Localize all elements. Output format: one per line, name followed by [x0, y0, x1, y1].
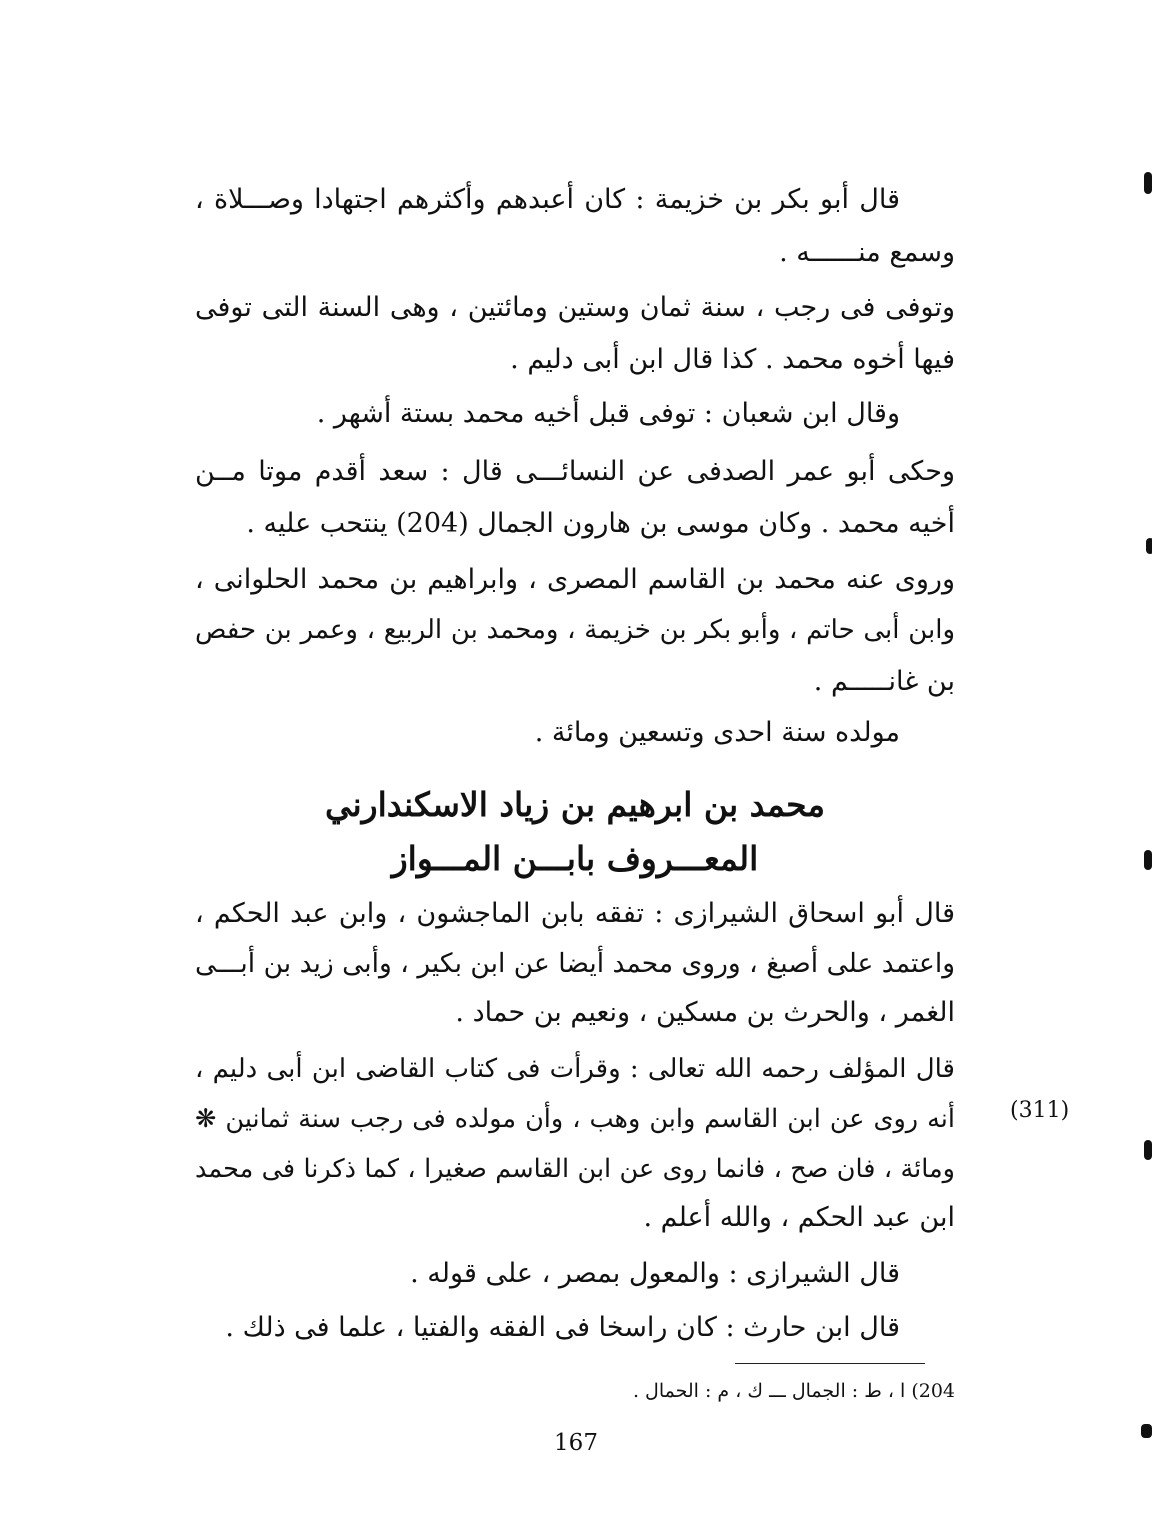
paragraph-6-line-1: مولده سنة احدى وتسعين ومائة .: [534, 717, 900, 748]
paragraph-8-line-2: أنه روى عن ابن القاسم وابن وهب ، وأن مولده فى رجب سنة ثمانين ❋: [195, 1104, 955, 1134]
paragraph-4-line-2: أخيه محمد . وكان موسى بن هارون الجمال (204) ينتحب عليه .: [246, 508, 955, 539]
biography-heading-line-2: المعـــروف بابـــن المـــواز: [391, 839, 759, 878]
paragraph-7-line-1: قال أبو اسحاق الشيرازى : تفقه بابن الماجشون ، وابن عبد الحكم ،: [195, 898, 955, 929]
footnote-rule: [735, 1363, 925, 1364]
footnote-204: 204) ا ، ط : الجمال ـــ ك ، م : الحمال .: [632, 1380, 955, 1402]
paragraph-5-line-3: بن غانـــــم .: [813, 666, 955, 697]
paragraph-8-line-1: قال المؤلف رحمه الله تعالى : وقرأت فى كتاب القاضى ابن أبى دليم ،: [195, 1054, 955, 1084]
paragraph-7-line-3: الغمر ، والحرث بن مسكين ، ونعيم بن حماد .: [455, 997, 955, 1028]
paragraph-1-line-2: وسمع منــــــه .: [779, 237, 955, 268]
scan-mark-dot: [1144, 172, 1152, 194]
margin-entry-number: (311): [1010, 1098, 1070, 1123]
paragraph-5-line-2: وابن أبى حاتم ، وأبو بكر بن خزيمة ، ومحمد بن الربيع ، وعمر بن حفص: [195, 615, 955, 645]
paragraph-2-line-1: وتوفى فى رجب ، سنة ثمان وستين ومائتين ، وهى السنة التى توفى: [195, 292, 955, 323]
paragraph-10-line-1: قال ابن حارث : كان راسخا فى الفقه والفتيا ، علما فى ذلك .: [225, 1312, 900, 1343]
biography-heading-line-1: محمد بن ابرهيم بن زياد الاسكندارني: [324, 785, 826, 824]
paragraph-5-line-1: وروى عنه محمد بن القاسم المصرى ، وابراهيم بن محمد الحلوانى ،: [195, 564, 955, 595]
scan-mark-dot: [1144, 850, 1152, 870]
scan-mark-dot: [1144, 1140, 1152, 1160]
paragraph-1-line-1: قال أبو بكر بن خزيمة : كان أعبدهم وأكثرهم اجتهادا وصـــلاة ،: [195, 184, 900, 215]
paragraph-9-line-1: قال الشيرازى : والمعول بمصر ، على قوله .: [410, 1258, 900, 1289]
paragraph-8-line-4: ابن عبد الحكم ، والله أعلم .: [643, 1202, 955, 1233]
paragraph-4-line-1: وحكى أبو عمر الصدفى عن النسائـــى قال : سعد أقدم موتا مــن: [195, 456, 955, 487]
scan-mark-dot: [1146, 538, 1152, 554]
paragraph-8-line-3: ومائة ، فان صح ، فانما روى عن ابن القاسم صغيرا ، كما ذكرنا فى محمد: [195, 1154, 955, 1184]
paragraph-3-line-1: وقال ابن شعبان : توفى قبل أخيه محمد بستة أشهر .: [316, 398, 900, 429]
paragraph-2-line-2: فيها أخوه محمد . كذا قال ابن أبى دليم .: [510, 344, 955, 375]
scan-mark-dot: [1141, 1424, 1152, 1438]
page-number: 167: [554, 1430, 598, 1456]
paragraph-7-line-2: واعتمد على أصبغ ، وروى محمد أيضا عن ابن بكير ، وأبى زيد بن أبـــى: [195, 948, 955, 979]
